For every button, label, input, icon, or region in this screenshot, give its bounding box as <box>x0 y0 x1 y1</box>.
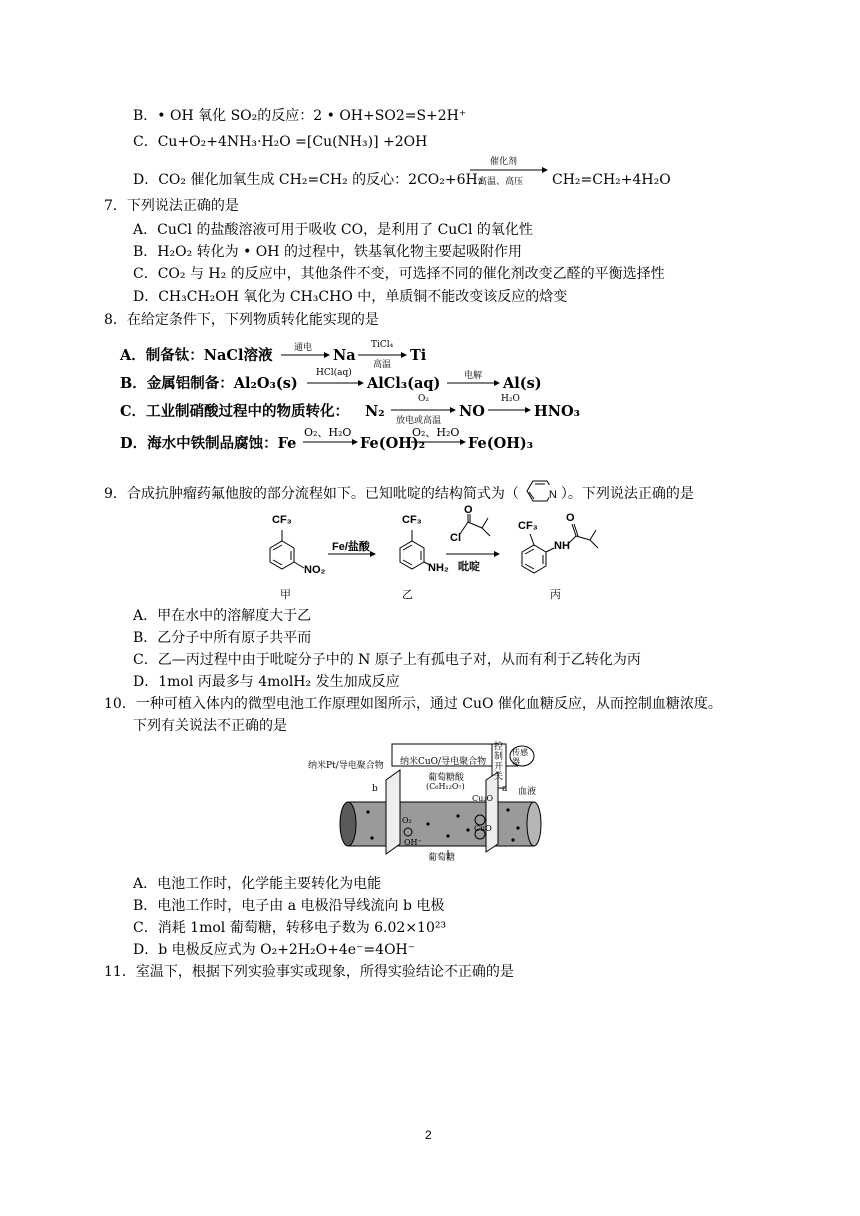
q8-d-s1: Fe <box>277 435 297 452</box>
fig-sensor-label: 传感器 <box>512 748 528 766</box>
q6-option-c: C．Cu+O₂+4NH₃·H₂O =[Cu(NH₃)] +2OH <box>133 134 428 150</box>
bing-o-label: O <box>566 512 575 524</box>
jia-cf3-label: CF₃ <box>272 514 292 526</box>
q9-stem-post: ）。下列说法正确的是 <box>560 486 694 502</box>
fig-o2-label: O₂ <box>402 816 412 825</box>
isobutyryl-chloride-structure <box>460 514 490 536</box>
bing-nh-label: NH <box>554 540 570 552</box>
arrow-icon <box>306 368 364 396</box>
q8-b-s2: AlCl₃(aq) <box>367 375 441 392</box>
q6-option-d-post: CH₂=CH₂+4H₂O <box>552 172 671 188</box>
q7-option-b: B．H₂O₂ 转化为 • OH 的过程中，铁基氧化物主要起吸附作用 <box>133 244 522 260</box>
q8-b-arrow1-label: HCl(aq) <box>316 368 352 378</box>
q7-option-a: A．CuCl 的盐酸溶液可用于吸收 CO，是利用了 CuCl 的氧化性 <box>133 222 533 238</box>
q9-option-a: A．甲在水中的溶解度大于乙 <box>133 608 312 624</box>
q8-d-arrow2-label: O₂、H₂O <box>412 426 460 439</box>
q8-a-arrow2-bottom: 高温 <box>373 360 392 370</box>
q11-stem: 11．室温下，根据下列实验事实或现象，所得实验结论不正确的是 <box>104 964 514 980</box>
fig-electrode-a-label: a <box>502 784 508 794</box>
q9-option-c: C．乙—丙过程中由于吡啶分子中的 N 原子上有孤电子对，从而有利于乙转化为丙 <box>133 652 641 668</box>
reagent-pyridine: 吡啶 <box>458 561 480 573</box>
q7-stem: 7．下列说法正确的是 <box>104 198 239 214</box>
q10-battery-figure <box>308 740 544 864</box>
q8-c-arrow1-bottom: 放电或高温 <box>396 416 442 426</box>
q8-b-s1: Al₂O₃(s) <box>233 375 298 392</box>
q8-option-c <box>120 402 349 422</box>
q8-a-s2: Na <box>333 347 356 364</box>
q7-option-c: C．CO₂ 与 H₂ 的反应中，其他条件不变，可选择不同的催化剂改变乙醛的平衡选择性 <box>133 266 665 282</box>
q8-d-s2: Fe(OH)₂ <box>360 435 426 452</box>
q8-d-arrow1 <box>302 424 358 454</box>
q8-a-arrow2-top: TiCl₄ <box>371 340 394 350</box>
q9-option-d: D．1mol 丙最多与 4molH₂ 发生加成反应 <box>133 674 400 690</box>
q8-option-d <box>120 434 296 454</box>
q8-c-arrow2 <box>487 394 531 424</box>
compound-yi-label: 乙 <box>402 588 413 601</box>
q10-option-c: C．消耗 1mol 葡萄糖，转移电子数为 6.02×10²³ <box>133 920 447 936</box>
fig-control-switch-label: 控制开关 <box>494 742 504 782</box>
q8-a-arrow1-label: 通电 <box>294 343 313 353</box>
q9-option-b: B．乙分子中所有原子共平而 <box>133 630 312 646</box>
q8-b-arrow1 <box>306 368 364 396</box>
q6-d-arrow <box>468 154 548 190</box>
compound-jia-structure <box>270 530 304 569</box>
q8-a-s1: NaCl溶液 <box>203 347 273 364</box>
q6-d-arrow-top: 催化剂 <box>490 157 518 167</box>
compound-bing-label: 丙 <box>550 588 561 601</box>
arrow-icon <box>280 340 330 368</box>
q10-option-b: B．电池工作时，电子由 a 电极沿导线流向 b 电极 <box>133 898 445 914</box>
q8-c-label: C．工业制硝酸过程中的物质转化： <box>120 403 350 420</box>
q6-d-arrow-bottom: 高温、高压 <box>478 177 524 187</box>
q8-c-s1: N₂ <box>365 403 385 420</box>
arrow-icon <box>487 394 531 424</box>
q10-stem-line1: 10．一种可植入体内的微型电池工作原理如图所示，通过 CuO 催化血糖反应，从而控制血糖浓度。 <box>104 696 722 712</box>
q8-option-a <box>120 346 272 366</box>
q6-option-b: B．• OH 氧化 SO₂的反应：2 • OH+SO2=S+2H⁺ <box>133 108 467 124</box>
q8-b-label: B．金属铝制备： <box>120 375 234 392</box>
q8-d-arrow1-label: O₂、H₂O <box>304 426 352 439</box>
q8-a-arrow2 <box>357 340 407 370</box>
q8-d-s3: Fe(OH)₃ <box>468 435 534 452</box>
arrow-icon <box>410 424 466 454</box>
q8-a-arrow1 <box>280 340 330 368</box>
q8-c-arrow1-top: O₂ <box>418 394 429 404</box>
q9-stem-pre: 9．合成抗肿瘤药氟他胺的部分流程如下。已知吡啶的结构简式为（ <box>104 486 519 502</box>
fig-cu2o-label: Cu₂O <box>472 794 494 803</box>
fig-glucose-label: 葡萄糖 <box>428 853 456 863</box>
jia-no2-label: NO₂ <box>304 564 326 576</box>
fig-pt-electrode-label: 纳米Pt/导电聚合物 <box>308 761 384 771</box>
acyl-o-label: O <box>464 504 473 516</box>
fig-cuo-electrode-label: 纳米CuO/导电聚合物 <box>400 757 487 767</box>
page-number: 2 <box>425 1128 432 1142</box>
q8-c-arrow2-label: H₂O <box>501 394 520 404</box>
q10-option-d: D．b 电极反应式为 O₂+2H₂O+4e⁻=4OH⁻ <box>133 942 416 958</box>
fig-gluconic-acid-label: 葡萄糖酸 <box>428 773 465 783</box>
q8-c-s2: NO <box>459 403 485 420</box>
q10-stem-line2: 下列有关说法不正确的是 <box>133 718 287 734</box>
compound-jia-label: 甲 <box>280 588 291 601</box>
q7-option-d: D．CH₃CH₂OH 氧化为 CH₃CHO 中，单质铜不能改变该反应的焓变 <box>133 289 568 305</box>
pyridine-n-label: N <box>549 485 557 505</box>
q8-d-arrow2 <box>410 424 466 454</box>
reagent-fe-hcl: Fe/盐酸 <box>332 541 370 553</box>
q8-option-b <box>120 374 298 394</box>
q8-a-label: A．制备钛： <box>120 347 204 364</box>
q8-c-s3: HNO₃ <box>534 403 580 420</box>
acyl-cl-label: Cl <box>450 532 461 544</box>
arrowhead-icon <box>370 551 376 557</box>
arrowhead-icon <box>494 551 500 557</box>
q8-b-arrow2 <box>446 368 500 396</box>
reaction-scheme-svg <box>250 508 620 604</box>
fig-blood-label: 血液 <box>518 787 537 797</box>
q8-c-arrow1 <box>390 394 456 426</box>
q8-b-s3: Al(s) <box>503 375 542 392</box>
fig-oh-label: OH⁻ <box>404 838 422 847</box>
bing-cf3-label: CF₃ <box>518 520 538 532</box>
q8-b-arrow2-label: 电解 <box>464 371 483 381</box>
pyridine-structure <box>519 484 561 504</box>
q8-a-s3: Ti <box>410 347 427 364</box>
q8-stem: 8．在给定条件下，下列物质转化能实现的是 <box>104 312 379 328</box>
arrow-icon <box>302 424 358 454</box>
yi-cf3-label: CF₃ <box>402 514 422 526</box>
fig-electrode-b-label: b <box>372 784 378 794</box>
q9-reaction-scheme <box>250 504 620 604</box>
fig-cuo-label: CuO <box>474 824 492 833</box>
arrow-icon <box>446 368 500 396</box>
q10-option-a: A．电池工作时，化学能主要转化为电能 <box>133 876 382 892</box>
q9-stem <box>104 484 694 504</box>
fig-gluconic-formula: (C₆H₁₂O₇) <box>426 782 465 791</box>
q6-option-d-pre: D．CO₂ 催化加氧生成 CH₂=CH₂ 的反心：2CO₂+6H₂ <box>133 172 484 188</box>
yi-nh2-label: NH₂ <box>428 562 449 574</box>
q8-d-label: D．海水中铁制品腐蚀： <box>120 435 278 452</box>
